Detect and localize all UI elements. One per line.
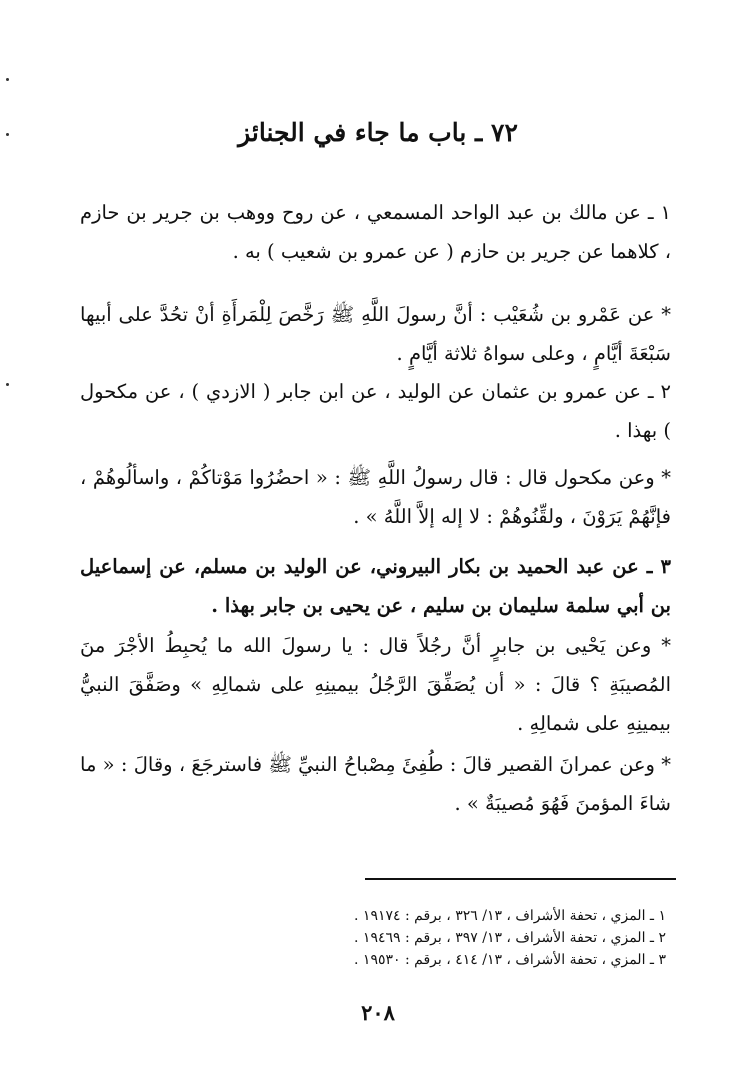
- hadith-text-2: * وعن مكحول قال : قال رسولُ اللَّهِ ﷺ : « احضُرُوا مَوْتاكُمْ ، واسألُوهُمْ ، فإنَّهُمْ يَرَوْنَ ، ولقِّنُوهُمْ : لا إله إلاَّ اللَّهُ » .: [80, 466, 671, 528]
- margin-mark: [6, 383, 9, 386]
- footnotes: [280, 905, 666, 971]
- chapter-title: ٧٢ ـ باب ما جاء في الجنائز: [238, 118, 518, 147]
- hadith-text-4: * وعن عمرانَ القصير قالَ : طُفِئَ مِصْباحُ النبيِّ ﷺ فاسترجَعَ ، وقالَ : « ما شاءَ المؤمنَ فَهُوَ مُصيبَةٌ » .: [80, 753, 671, 815]
- footnote-divider: [365, 878, 676, 880]
- margin-mark: [6, 133, 9, 136]
- hadith-chain-2: ٢ ـ عن عمرو بن عثمان عن الوليد ، عن ابن جابر ( الازدي ) ، عن مكحول ) بهذا .: [80, 380, 671, 442]
- footnote-1: ١ ـ المزي ، تحفة الأشراف ، ١٣/ ٣٢٦ ، برقم : ١٩١٧٤ .: [354, 908, 666, 924]
- hadith-text-3: * وعن يَحْيى بن جابرٍ أنَّ رجُلاً قال : يا رسولَ الله ما يُحبِطُ الأجْرَ منَ المُصيبَةِ ؟ قالَ : « أن يُصَفِّقَ الرَّجُلُ بيمينِهِ على شمالِهِ » وصَفَّقَ النبيُّ بيمينِهِ على شمالِهِ .: [80, 634, 671, 735]
- page-number: ٢٠٨: [361, 1000, 395, 1025]
- hadith-text-1: * عن عَمْرو بن شُعَيْب : أنَّ رسولَ اللَّهِ ﷺ رَخَّصَ لِلْمَرأَةِ أنْ تحُدَّ على أبيها سَبْعَةَ أيَّامٍ ، وعلى سواهُ ثلاثة أيَّامٍ .: [80, 303, 671, 365]
- footnote-2: ٢ ـ المزي ، تحفة الأشراف ، ١٣/ ٣٩٧ ، برقم : ١٩٤٦٩ .: [354, 930, 666, 946]
- footnote-3: ٣ ـ المزي ، تحفة الأشراف ، ١٣/ ٤١٤ ، برقم : ١٩٥٣٠ .: [354, 952, 666, 968]
- hadith-chain-1: ١ ـ عن مالك بن عبد الواحد المسمعي ، عن روح ووهب بن جرير بن حازم ، كلاهما عن جرير بن حازم ( عن عمرو بن شعيب ) به .: [80, 201, 671, 263]
- margin-mark: [6, 78, 9, 81]
- hadith-chain-3: ٣ ـ عن عبد الحميد بن بكار البيروني، عن الوليد بن مسلم، عن إسماعيل بن أبي سلمة سليمان بن سليم ، عن يحيى بن جابر بهذا .: [80, 555, 671, 617]
